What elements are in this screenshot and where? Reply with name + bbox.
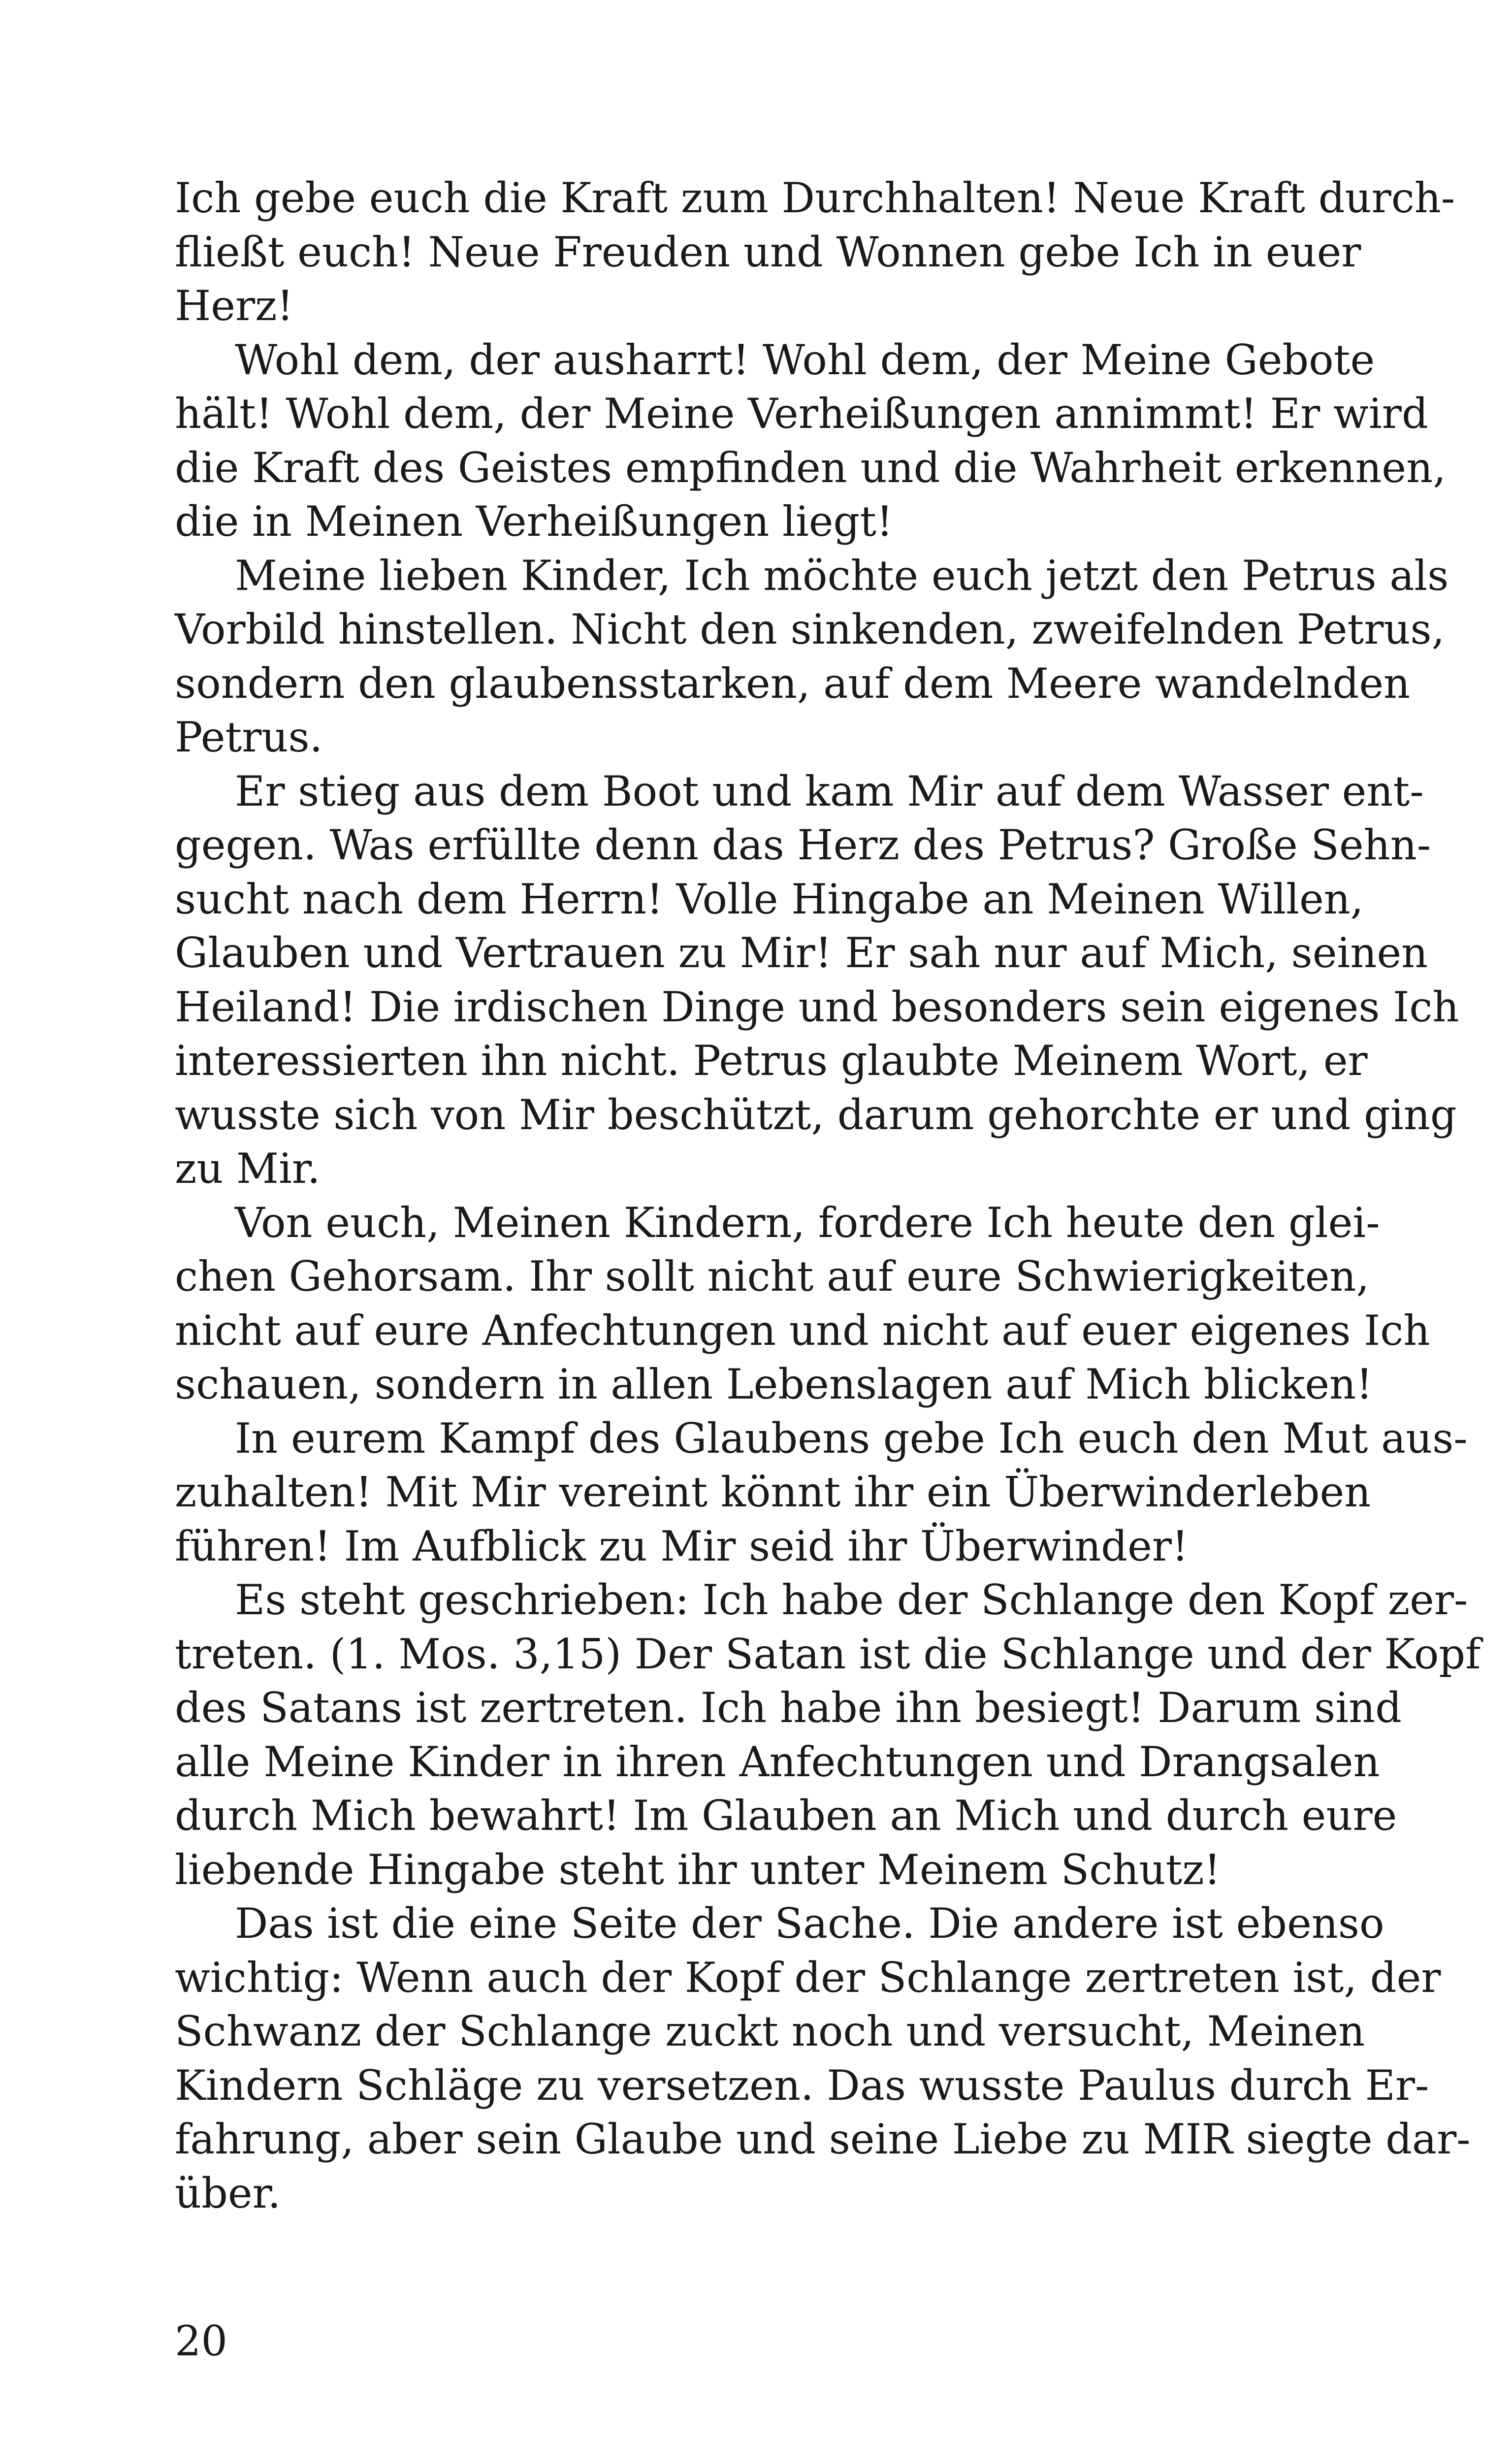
text-line: sondern den glaubensstarken, auf dem Meere wandelnden [175, 659, 1411, 708]
text-line: fahrung, aber sein Glaube und seine Liebe zu MIR siegte dar- [175, 2115, 1471, 2163]
text-line: gegen. Was erfüllte denn das Herz des Petrus? Große Sehn- [175, 821, 1431, 869]
text-line: durch Mich bewahrt! Im Glauben an Mich und durch eure [175, 1792, 1397, 1840]
text-line: Ich gebe euch die Kraft zum Durchhalten! Neue Kraft durch- [175, 174, 1455, 222]
text-line: Glauben und Vertrauen zu Mir! Er sah nur auf Mich, seinen [175, 929, 1428, 977]
text-line: fließt euch! Neue Freuden und Wonnen gebe Ich in euer [175, 228, 1361, 276]
text-line: führen! Im Aufblick zu Mir seid ihr Überwinder! [175, 1522, 1189, 1570]
text-line: schauen, sondern in allen Lebenslagen auf Mich blicken! [175, 1360, 1373, 1408]
page-number: 20 [175, 2317, 227, 2365]
paragraph-8 [175, 1897, 1471, 2220]
text-line: die Kraft des Geistes empfinden und die Wahrheit erkennen, [175, 443, 1446, 492]
paragraph-3 [175, 549, 1449, 765]
text-line: hält! Wohl dem, der Meine Verheißungen annimmt! Er wird [175, 390, 1428, 438]
text-line: des Satans ist zertreten. Ich habe ihn besiegt! Darum sind [175, 1684, 1402, 1732]
text-line: Es steht geschrieben: Ich habe der Schlange den Kopf zer- [235, 1576, 1468, 1624]
text-line: chen Gehorsam. Ihr sollt nicht auf eure Schwierigkeiten, [175, 1252, 1370, 1301]
text-line: Heiland! Die irdischen Dinge und besonders sein eigenes Ich [175, 982, 1459, 1031]
text-line: die in Meinen Verheißungen liegt! [175, 497, 893, 546]
text-line: Meine lieben Kinder, Ich möchte euch jetzt den Petrus als [235, 551, 1449, 600]
text-line: In eurem Kampf des Glaubens gebe Ich euch den Mut aus- [235, 1414, 1468, 1463]
text-line: interessierten ihn nicht. Petrus glaubte Meinem Wort, er [175, 1037, 1368, 1085]
text-line: Von euch, Meinen Kindern, fordere Ich heute den glei- [235, 1198, 1380, 1247]
paragraph-7 [175, 1573, 1481, 1897]
paragraph-4 [175, 765, 1459, 1196]
text-line: zu Mir. [175, 1144, 321, 1193]
paragraph-6 [175, 1412, 1468, 1574]
body-text [175, 171, 1481, 2220]
text-line: Kindern Schläge zu versetzen. Das wusste Paulus durch Er- [175, 2061, 1429, 2110]
text-line: nicht auf eure Anfechtungen und nicht auf euer eigenes Ich [175, 1306, 1430, 1355]
paragraph-1 [175, 171, 1455, 333]
text-line: Er stieg aus dem Boot und kam Mir auf dem Wasser ent- [235, 767, 1424, 815]
text-line: über. [175, 2169, 281, 2217]
text-line: Herz! [175, 282, 294, 330]
text-line: sucht nach dem Herrn! Volle Hingabe an Meinen Willen, [175, 875, 1364, 923]
text-line: Petrus. [175, 713, 323, 761]
text-line: wusste sich von Mir beschützt, darum gehorchte er und ging [175, 1090, 1457, 1139]
text-line: treten. (1. Mos. 3,15) Der Satan ist die Schlange und der Kopf [175, 1629, 1481, 1678]
text-line: Wohl dem, der ausharrt! Wohl dem, der Meine Gebote [235, 335, 1375, 384]
text-line: Schwanz der Schlange zuckt noch und versucht, Meinen [175, 2007, 1365, 2055]
text-line: wichtig: Wenn auch der Kopf der Schlange zertreten ist, der [175, 1953, 1441, 2002]
text-line: Das ist die eine Seite der Sache. Die andere ist ebenso [235, 1899, 1384, 1948]
paragraph-5 [175, 1196, 1430, 1412]
text-line: Vorbild hinstellen. Nicht den sinkenden, zweifelnden Petrus, [175, 605, 1445, 653]
text-line: liebende Hingabe steht ihr unter Meinem Schutz! [175, 1845, 1221, 1894]
text-line: alle Meine Kinder in ihren Anfechtungen und Drangsalen [175, 1737, 1380, 1786]
text-line: zuhalten! Mit Mir vereint könnt ihr ein Überwinderleben [175, 1468, 1371, 1516]
paragraph-2 [175, 333, 1446, 549]
